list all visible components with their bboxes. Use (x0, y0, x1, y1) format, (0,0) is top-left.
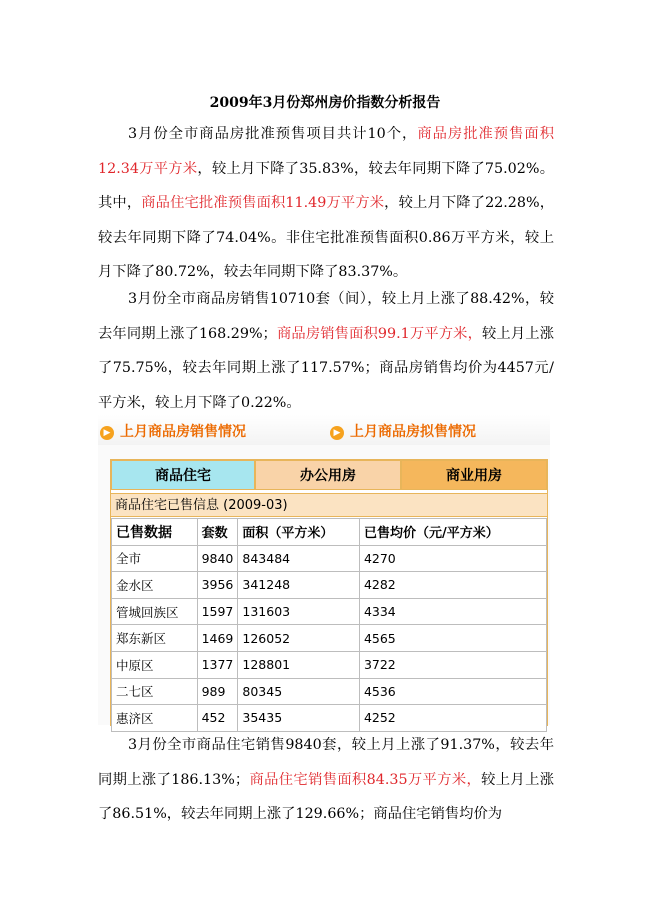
paragraph-text: 较上月上涨了86.51%，较去年同期上涨了129.66%；商品住宅销售均价为 (98, 771, 555, 823)
sales-table (111, 518, 547, 732)
table-cell: 126052 (238, 625, 360, 652)
paragraph-presale (98, 117, 554, 290)
table-row (112, 598, 547, 625)
tab-office[interactable]: 办公用房 (255, 460, 401, 490)
table-cell: 3722 (359, 651, 546, 678)
tab-last-month-sales-label: 上月商品房销售情况 (120, 424, 246, 440)
table-row (112, 545, 547, 572)
play-arrow-icon: ▶ (100, 426, 114, 440)
tab-commercial[interactable]: 商业用房 (401, 460, 547, 490)
table-cell: 中原区 (112, 651, 198, 678)
table-cell: 131603 (238, 598, 360, 625)
column-header: 已售数据 (112, 519, 198, 546)
tab-last-month-sales[interactable] (100, 421, 246, 441)
table-cell: 341248 (238, 572, 360, 599)
table-cell: 惠济区 (112, 705, 198, 732)
table-cell: 1597 (197, 598, 238, 625)
highlighted-text: 商品房销售面积99.1万平方米， (276, 325, 483, 342)
paragraph-text: 3月份全市商品房销售10710套（间），较上月上涨了88.42%，较去年同期上涨了168.29%； (98, 291, 554, 342)
table-cell: 4252 (359, 705, 546, 732)
column-header: 已售均价（元/平方米） (359, 519, 546, 546)
sales-widget (98, 415, 550, 725)
paragraph-sales (98, 282, 554, 420)
table-cell: 4270 (359, 545, 546, 572)
highlighted-text: 商品住宅销售面积84.35万平方米， (249, 771, 482, 788)
widget-tab-bar (98, 415, 550, 445)
table-cell: 全市 (112, 545, 198, 572)
tab-last-month-planned-label: 上月商品房拟售情况 (350, 424, 476, 440)
paragraph-residential-sales (98, 728, 554, 832)
paragraph-text: 3月份全市商品住宅销售9840套，较上月上涨了91.37%，较去年同期上涨了186.13%； (98, 737, 554, 788)
highlighted-text: 商品住宅批准预售面积11.49万平方米 (141, 195, 385, 212)
table-cell: 4334 (359, 598, 546, 625)
table-cell: 4282 (359, 572, 546, 599)
table-cell: 35435 (238, 705, 360, 732)
table-cell: 9840 (197, 545, 238, 572)
column-header: 套数 (197, 519, 238, 546)
table-cell: 二七区 (112, 678, 198, 705)
table-row (112, 572, 547, 599)
play-arrow-icon: ▶ (330, 426, 344, 440)
tab-residential[interactable]: 商品住宅 (111, 460, 255, 490)
table-cell: 郑东新区 (112, 625, 198, 652)
highlighted-text: 商品房批准预售面积12.34万平方米 (98, 126, 554, 177)
paragraph-text: ，较上月下降了22.28%，较去年同期下降了74.04%。非住宅批准预售面积0.86万平方米，较上月下降了80.72%，较去年同期下降了83.37%。 (98, 195, 555, 281)
table-cell: 989 (197, 678, 238, 705)
property-type-tabs (111, 460, 547, 490)
table-cell: 843484 (238, 545, 360, 572)
widget-inner (110, 459, 548, 726)
paragraph-text: 3月份全市商品房批准预售项目共计10个， (128, 126, 418, 142)
info-title-bar: 商品住宅已售信息 (2009-03) (111, 493, 547, 517)
tab-last-month-planned[interactable] (330, 421, 476, 441)
table-cell: 452 (197, 705, 238, 732)
table-row (112, 625, 547, 652)
table-cell: 80345 (238, 678, 360, 705)
table-cell: 金水区 (112, 572, 198, 599)
table-cell: 3956 (197, 572, 238, 599)
table-cell: 1377 (197, 651, 238, 678)
table-cell: 1469 (197, 625, 238, 652)
table-cell: 4565 (359, 625, 546, 652)
paragraph-text: 较上月上涨了75.75%，较去年同期上涨了117.57%；商品房销售均价为4457元/平方米，较上月下降了0.22%。 (98, 325, 554, 411)
table-cell: 128801 (238, 651, 360, 678)
table-row (112, 651, 547, 678)
table-cell: 4536 (359, 678, 546, 705)
column-header: 面积（平方米） (238, 519, 360, 546)
document-title: 2009年3月份郑州房价指数分析报告 (209, 95, 441, 111)
paragraph-text: ，较上月下降了35.83%，较去年同期下降了75.02%。其中， (98, 160, 555, 212)
table-header-row (112, 519, 547, 546)
widget-frame (98, 445, 550, 725)
table-cell: 管城回族区 (112, 598, 198, 625)
table-row (112, 678, 547, 705)
